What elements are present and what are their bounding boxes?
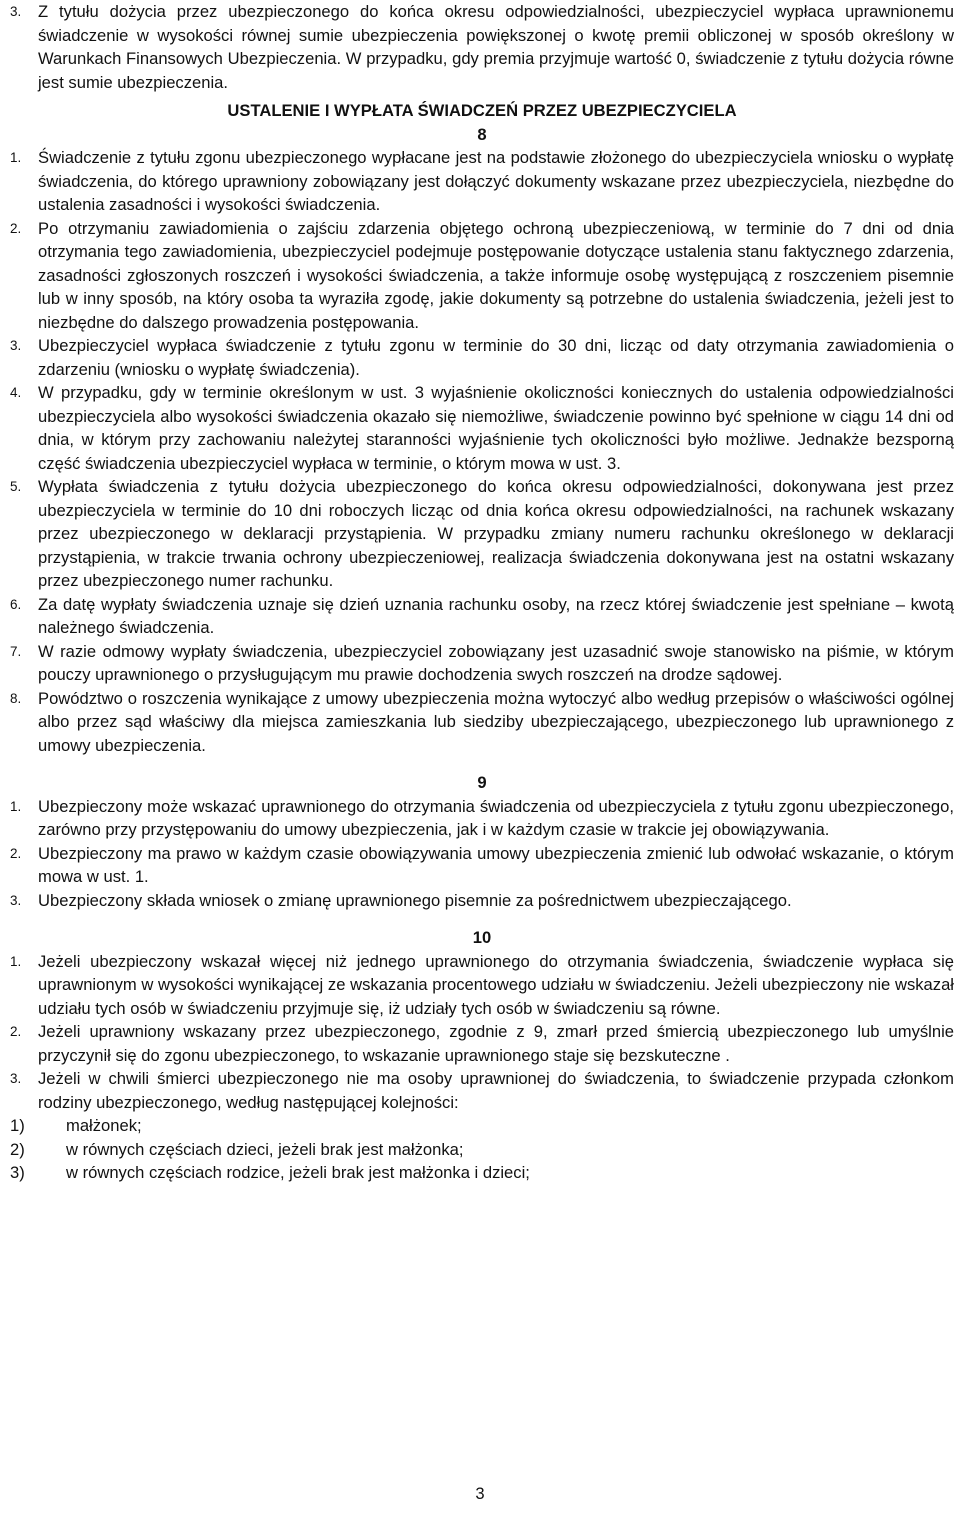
sub-item-number: 3) bbox=[10, 1163, 25, 1182]
sub-item-text: małżonek; bbox=[66, 1116, 142, 1135]
item-text: Po otrzymaniu zawiadomienia o zajściu zdarzenia objętego ochroną ubezpieczeniową, w terminie do 7 dni od dnia otrzymania tego zawiadomienia, ubezpieczyciel podejmuje postępowanie dotyczące ustalenia stanu faktycznego zdarzenia, zasadności zgłoszonych roszczeń i wysokości świadczenia, a także informuje osobę występującą z roszczeniem pisemnie lub w inny sposób, na który osoba ta wyraziła zgodę, jakie dokumenty są potrzebne do ustalenia świadczenia, jeżeli jest to niezbędne do dalszego prowadzenia postępowania. bbox=[38, 218, 954, 332]
item-text: Ubezpieczony ma prawo w każdym czasie obowiązywania umowy ubezpieczenia zmienić lub odwołać wskazanie, o którym mowa w ust. 1. bbox=[38, 843, 954, 886]
item-text: Wypłata świadczenia z tytułu dożycia ubezpieczonego do końca okresu odpowiedzialności, dokonywana jest przez ubezpieczyciela w terminie do 10 dni roboczych licząc od dnia końca okresu odpowiedzialności, na rachunek wskazany przez ubezpieczonego w deklaracji przystąpienia. W przypadku zmiany numeru rachunku określonego w deklaracji przystąpienia, w trakcie trwania ochrony ubezpieczeniowej, realizacja świadczenia dokonywana jest na ostatni wskazany przez ubezpieczonego numer rachunku. bbox=[38, 477, 954, 590]
sub-item-number: 2) bbox=[10, 1139, 25, 1159]
paragraph-heading-9: 9 bbox=[477, 773, 487, 792]
sub-list-item bbox=[10, 1161, 954, 1185]
list-item bbox=[10, 217, 954, 335]
item-number: 7. bbox=[10, 643, 22, 659]
item-number: 5. bbox=[10, 479, 22, 494]
item-number: 6. bbox=[10, 596, 22, 612]
list-item bbox=[10, 381, 954, 475]
item-number: 2. bbox=[10, 220, 22, 236]
list-item bbox=[10, 146, 954, 217]
list-item bbox=[10, 1020, 954, 1067]
item-text: Powództwo o roszczenia wynikające z umowy ubezpieczenia można wytoczyć albo według przepisów o właściwości ogólnej albo przez sąd właściwy dla miejsca zamieszkania lub siedziby ubezpieczającego, ubezpieczonego lub uprawnionego z umowy ubezpieczenia. bbox=[38, 688, 954, 755]
list-item bbox=[10, 640, 954, 687]
item-number: 2. bbox=[10, 1024, 22, 1039]
paragraph-heading-10: 10 bbox=[472, 928, 492, 947]
list-item bbox=[10, 687, 954, 758]
sub-list-item bbox=[10, 1114, 954, 1138]
list-item bbox=[10, 795, 954, 842]
list-item bbox=[10, 475, 954, 593]
list-item bbox=[10, 334, 954, 381]
item-number: 3. bbox=[10, 892, 22, 908]
item-text: Jeżeli uprawniony wskazany przez ubezpieczonego, zgodnie z 9, zmarł przed śmiercią ubezpieczonego lub umyślnie przyczynił się do zgonu ubezpieczonego, to wskazanie uprawnionego staje się bezskuteczne . bbox=[38, 1022, 954, 1065]
item-text: Ubezpieczony składa wniosek o zmianę uprawnionego pisemnie za pośrednictwem ubezpieczającego. bbox=[38, 890, 792, 910]
item-number: 2. bbox=[10, 845, 22, 861]
item-text: W przypadku, gdy w terminie określonym w ust. 3 wyjaśnienie okoliczności koniecznych do ustalenia odpowiedzialności ubezpieczyciela albo wysokości świadczenia okazało się niemożliwe, świadczenie powinno być spełnione w ciągu 14 dni od dnia, w którym przy zachowaniu należytej staranności wyjaśnienie tych okoliczności było możliwe. Jednakże bezsporną część świadczenia ubezpieczyciel wypłaca w terminie, o którym mowa w ust. 3. bbox=[38, 383, 954, 473]
paragraph-8-list bbox=[10, 146, 954, 757]
item-text: Jeżeli ubezpieczony wskazał więcej niż jednego uprawnionego do otrzymania świadczenia, świadczenie wypłaca się uprawnionym w wysokości wynikającej ze wskazania procentowego udziału w świadczeniu. Jeżeli ubezpieczony nie wskazał udziału tych osób w świadczeniu przyjmuje się, iż udziały tych osób w świadczeniu są równe. bbox=[38, 951, 954, 1018]
list-item bbox=[10, 0, 954, 94]
item-text: Jeżeli w chwili śmierci ubezpieczonego nie ma osoby uprawnionej do świadczenia, to świadczenie przypada członkom rodziny ubezpieczonego, według następującej kolejności: bbox=[38, 1069, 954, 1112]
item-number: 8. bbox=[10, 690, 22, 706]
item-number: 3. bbox=[10, 4, 22, 19]
item-number: 1. bbox=[10, 953, 22, 969]
item-text: Świadczenie z tytułu zgonu ubezpieczonego wypłacane jest na podstawie złożonego do ubezpieczyciela wniosku o wypłatę świadczenia, do którego uprawniony zobowiązany jest dołączyć dokumenty wskazane przez ubezpieczyciela, niezbędne do ustalenia zasadności i wysokości świadczenia. bbox=[38, 148, 954, 214]
paragraph-9-list bbox=[10, 795, 954, 913]
list-item bbox=[10, 1067, 954, 1114]
page-number: 3 bbox=[475, 1484, 485, 1503]
sub-item-text: w równych częściach rodzice, jeżeli brak jest małżonka i dzieci; bbox=[66, 1163, 530, 1182]
item-text: Ubezpieczyciel wypłaca świadczenie z tytułu zgonu w terminie do 30 dni, licząc od daty otrzymania zawiadomienia o zdarzeniu (wniosku o wypłatę świadczenia). bbox=[38, 336, 954, 379]
item-text: W razie odmowy wypłaty świadczenia, ubezpieczyciel zobowiązany jest uzasadnić swoje stanowisko na piśmie, w którym pouczy uprawnionego o przysługującym mu prawie dochodzenia swych roszczeń na drodze sądowej. bbox=[38, 641, 954, 684]
paragraph-heading-8: 8 bbox=[477, 124, 487, 144]
section-title: USTALENIE I WYPŁATA ŚWIADCZEŃ PRZEZ UBEZPIECZYCIELA bbox=[227, 101, 737, 120]
item-text: Za datę wypłaty świadczenia uznaje się dzień uznania rachunku osoby, na rzecz której świadczenie jest spełniane – kwotą należnego świadczenia. bbox=[38, 594, 954, 637]
item-number: 3. bbox=[10, 338, 22, 353]
list-item bbox=[10, 842, 954, 889]
item-text: Z tytułu dożycia przez ubezpieczonego do końca okresu odpowiedzialności, ubezpieczyciel wypłaca uprawnionemu świadczenie w wysokości równej sumie ubezpieczenia powiększonej o kwotę premii obliczonej w sposób określony w Warunkach Finansowych Ubezpieczenia. W przypadku, gdy premia przyjmuje wartość 0, świadczenie z tytułu dożycia równe jest sumie ubezpieczenia. bbox=[38, 2, 954, 92]
list-item bbox=[10, 950, 954, 1021]
sub-item-number: 1) bbox=[10, 1116, 25, 1135]
sub-item-text: w równych częściach dzieci, jeżeli brak jest małżonka; bbox=[66, 1139, 464, 1159]
list-item bbox=[10, 889, 954, 913]
paragraph-10-list bbox=[10, 950, 954, 1185]
list-item bbox=[10, 593, 954, 640]
item-number: 4. bbox=[10, 385, 22, 400]
item-text: Ubezpieczony może wskazać uprawnionego do otrzymania świadczenia od ubezpieczyciela z tytułu zgonu ubezpieczonego, zarówno przy przystępowaniu do umowy ubezpieczenia, jak i w każdym czasie w trakcie jej obowiązywania. bbox=[38, 796, 954, 839]
item-number: 1. bbox=[10, 150, 22, 165]
item-number: 3. bbox=[10, 1071, 22, 1086]
sub-list-item bbox=[10, 1138, 954, 1162]
item-number: 1. bbox=[10, 798, 22, 814]
